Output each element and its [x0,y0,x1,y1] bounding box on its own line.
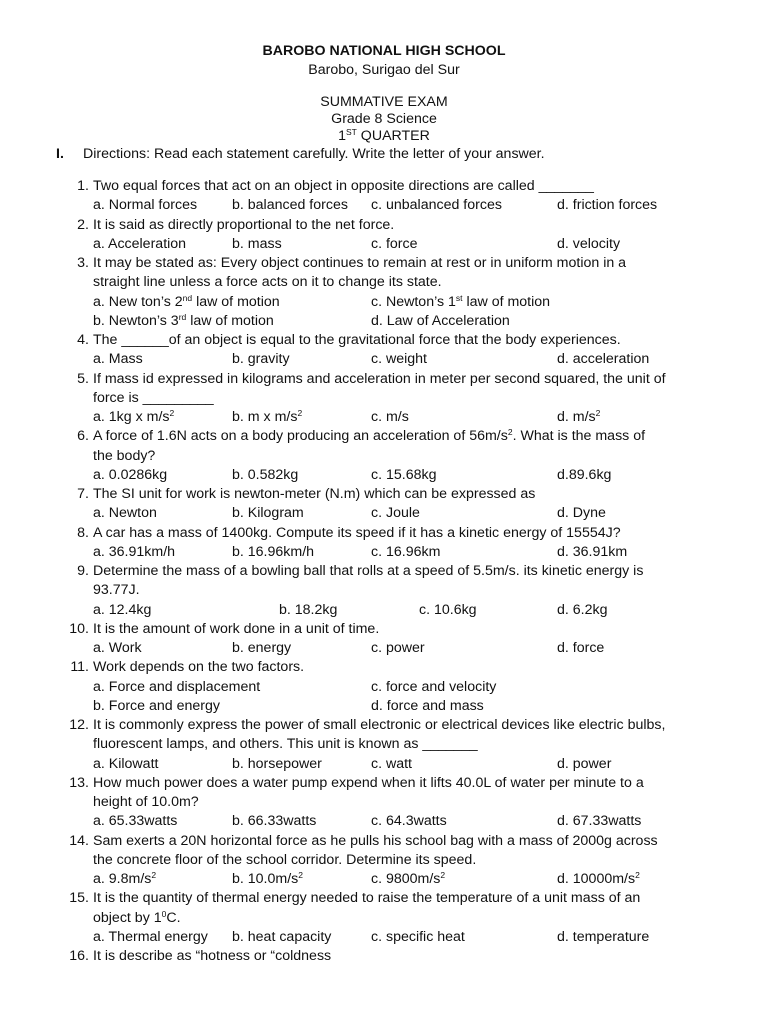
question-text: the concrete floor of the school corridor. Determine its speed. [93,851,477,868]
answer-choice: c. power [371,640,425,656]
question-text: Two equal forces that act on an object in opposite directions are called _______ [93,178,594,194]
answer-choice: a. 36.91km/h [93,543,176,560]
superscript: rd [178,311,187,322]
text-segment: c. Newton’s 1 [371,293,456,310]
answer-choice: c. unbalanced forces [371,197,502,214]
question-text: If mass id expressed in kilograms and acceleration in meter per second squared, the unit of [93,370,666,387]
superscript: 2 [298,870,303,880]
quarter-text: QUARTER [356,128,430,144]
answer-choice: a. Kilowatt [93,755,159,772]
answer-choice [93,409,174,426]
answer-choice: c. m/s [371,409,409,425]
answer-choice [93,294,280,311]
exam-title: SUMMATIVE EXAM [320,94,448,110]
answer-choice [232,409,302,426]
answer-choice: a. 65.33watts [93,813,178,830]
question-text: It is commonly express the power of small electronic or electrical devices like electric bulbs, [93,717,666,733]
text-segment: A force of 1.6N acts on a body producing an acceleration of 56m/s [93,428,508,445]
answer-choice: c. 16.96km [371,543,441,560]
superscript: 2 [595,408,601,418]
question-number: 3. [77,255,89,271]
text-segment: d. m/s [557,409,596,425]
answer-choice: a. Normal forces [93,197,198,214]
answer-choice: d. 67.33watts [557,813,642,830]
grade-subject: Grade 8 Science [331,111,437,127]
school-location: Barobo, Surigao del Sur [308,62,460,78]
answer-choice: d. Law of Acceleration [371,312,510,329]
question-text: It is the amount of work done in a unit of time. [93,620,380,637]
answer-choice: d. Dyne [557,505,606,522]
text-segment: a. New ton’s 2 [93,293,183,310]
text-segment: law of motion [192,293,280,310]
directions-text: Directions: Read each statement carefully. Write the letter of your answer. [83,146,545,162]
answer-choice [557,409,600,426]
question-text: The SI unit for work is newton-meter (N.m) which can be expressed as [93,486,536,502]
answer-choice: d. force [557,640,605,656]
answer-choice: d. temperature [557,928,650,945]
answer-choice [93,871,156,888]
answer-choice: d. 36.91km [557,543,628,560]
question-text: force is _________ [93,389,214,406]
answer-choice: b. 16.96km/h [232,543,315,560]
superscript: 2 [151,870,157,880]
question-text: A car has a mass of 1400kg. Compute its speed if it has a kinetic energy of 15554J? [93,524,621,541]
answer-choice: a. Work [93,640,142,656]
question-number: 16. [69,948,89,964]
quarter-superscript: ST [345,127,357,137]
question-text: It is said as directly proportional to the net force. [93,216,395,233]
question-text: straight line unless a force acts on it to change its state. [93,274,442,291]
superscript: 2 [440,870,446,880]
question-text [93,428,645,445]
text-segment: C. [166,909,181,926]
question-number: 14. [69,832,89,849]
question-text: It is the quantity of thermal energy needed to raise the temperature of a unit mass of an [93,890,641,907]
answer-choice: b. heat capacity [232,928,332,945]
answer-choice: b. 18.2kg [279,601,338,618]
answer-choice: a. Newton [93,505,157,522]
question-number: 9. [77,563,89,579]
answer-choice: b. Kilogram [232,505,304,522]
superscript: 2 [635,870,640,880]
answer-choice: d. acceleration [557,351,650,368]
question-number: 2. [77,216,89,233]
question-text [93,910,181,927]
text-segment: c. 9800m/s [371,871,441,887]
answer-choice: d. friction forces [557,197,658,214]
text-segment: d. 10000m/s [557,871,636,887]
text-segment: b. 10.0m/s [232,871,299,887]
answer-choice: c. Joule [371,505,420,522]
answer-choice [371,871,445,888]
question-number: 15. [69,890,89,907]
answer-choice: d.89.6kg [557,466,612,483]
answer-choice [232,871,303,888]
question-number: 8. [77,524,89,541]
question-text: Sam exerts a 20N horizontal force as he pulls his school bag with a mass of 2000g across [93,832,658,849]
superscript: 2 [169,408,175,418]
answer-choice: a. Mass [93,351,143,368]
question-number: 1. [77,178,89,194]
text-segment: b. m x m/s [232,409,298,425]
answer-choice: c. specific heat [371,928,465,945]
question-number: 12. [69,717,89,733]
answer-choice: d. 6.2kg [557,601,608,618]
superscript: st [455,292,463,303]
answer-choice: b. 0.582kg [232,466,299,483]
answer-choice [93,313,274,330]
text-segment: b. Newton’s 3 [93,312,179,329]
text-segment: law of motion [462,293,551,310]
answer-choice: b. gravity [232,351,290,368]
question-number: 10. [69,620,89,637]
question-number: 6. [77,428,89,445]
answer-choice: b. horsepower [232,755,322,772]
text-segment: a. 1kg x m/s [93,409,170,425]
text-segment: a. 9.8m/s [93,871,152,887]
answer-choice: d. force and mass [371,697,484,714]
question-text: It is describe as “hotness or “coldness [93,948,332,964]
text-segment: object by 1 [93,909,162,926]
answer-choice: b. 66.33watts [232,813,317,830]
question-number: 7. [77,486,89,502]
answer-choice: c. force and velocity [371,678,497,695]
question-text: The ______of an object is equal to the gravitational force that the body experiences. [93,332,621,348]
answer-choice: a. 12.4kg [93,601,152,618]
answer-choice [371,294,550,311]
answer-choice: d. velocity [557,235,621,252]
answer-choice: b. mass [232,235,282,252]
quarter-number: 1 [338,128,346,144]
school-name: BAROBO NATIONAL HIGH SCHOOL [262,43,506,59]
text-segment: law of motion [186,312,274,329]
question-text: the body? [93,447,156,464]
question-text: 93.77J. [93,582,140,599]
question-number: 13. [69,774,89,791]
answer-choice: a. Thermal energy [93,928,208,945]
answer-choice [557,871,640,888]
question-text: How much power does a water pump expend when it lifts 40.0L of water per minute to a [93,774,644,791]
superscript: 2 [507,427,513,438]
answer-choice: c. 64.3watts [371,813,447,830]
question-text: height of 10.0m? [93,794,199,810]
answer-choice: b. energy [232,640,292,656]
answer-choice: a. 0.0286kg [93,466,168,483]
superscript: 2 [297,408,303,418]
answer-choice: c. 15.68kg [371,466,437,483]
answer-choice: a. Acceleration [93,235,187,252]
quarter-label [0,128,768,145]
answer-choice: b. Force and energy [93,697,220,714]
question-text: It may be stated as: Every object continues to remain at rest or in uniform motion in a [93,255,627,271]
answer-choice: c. force [371,235,418,252]
question-text: Determine the mass of a bowling ball that rolls at a speed of 5.5m/s. its kinetic energy is [93,563,644,579]
answer-choice: c. watt [371,755,412,772]
question-number: 5. [77,370,89,387]
answer-choice: c. 10.6kg [419,601,477,618]
answer-choice: d. power [557,755,612,772]
question-text: fluorescent lamps, and others. This unit is known as _______ [93,736,478,753]
superscript: nd [182,292,193,303]
answer-choice: b. balanced forces [232,197,348,214]
section-marker: I. [56,146,64,162]
question-number: 4. [77,332,89,348]
question-number: 11. [70,659,89,676]
question-text: Work depends on the two factors. [93,659,305,676]
text-segment: . What is the mass of [512,428,646,445]
answer-choice: a. Force and displacement [93,678,261,695]
superscript: 0 [161,908,167,919]
answer-choice: c. weight [371,351,427,368]
